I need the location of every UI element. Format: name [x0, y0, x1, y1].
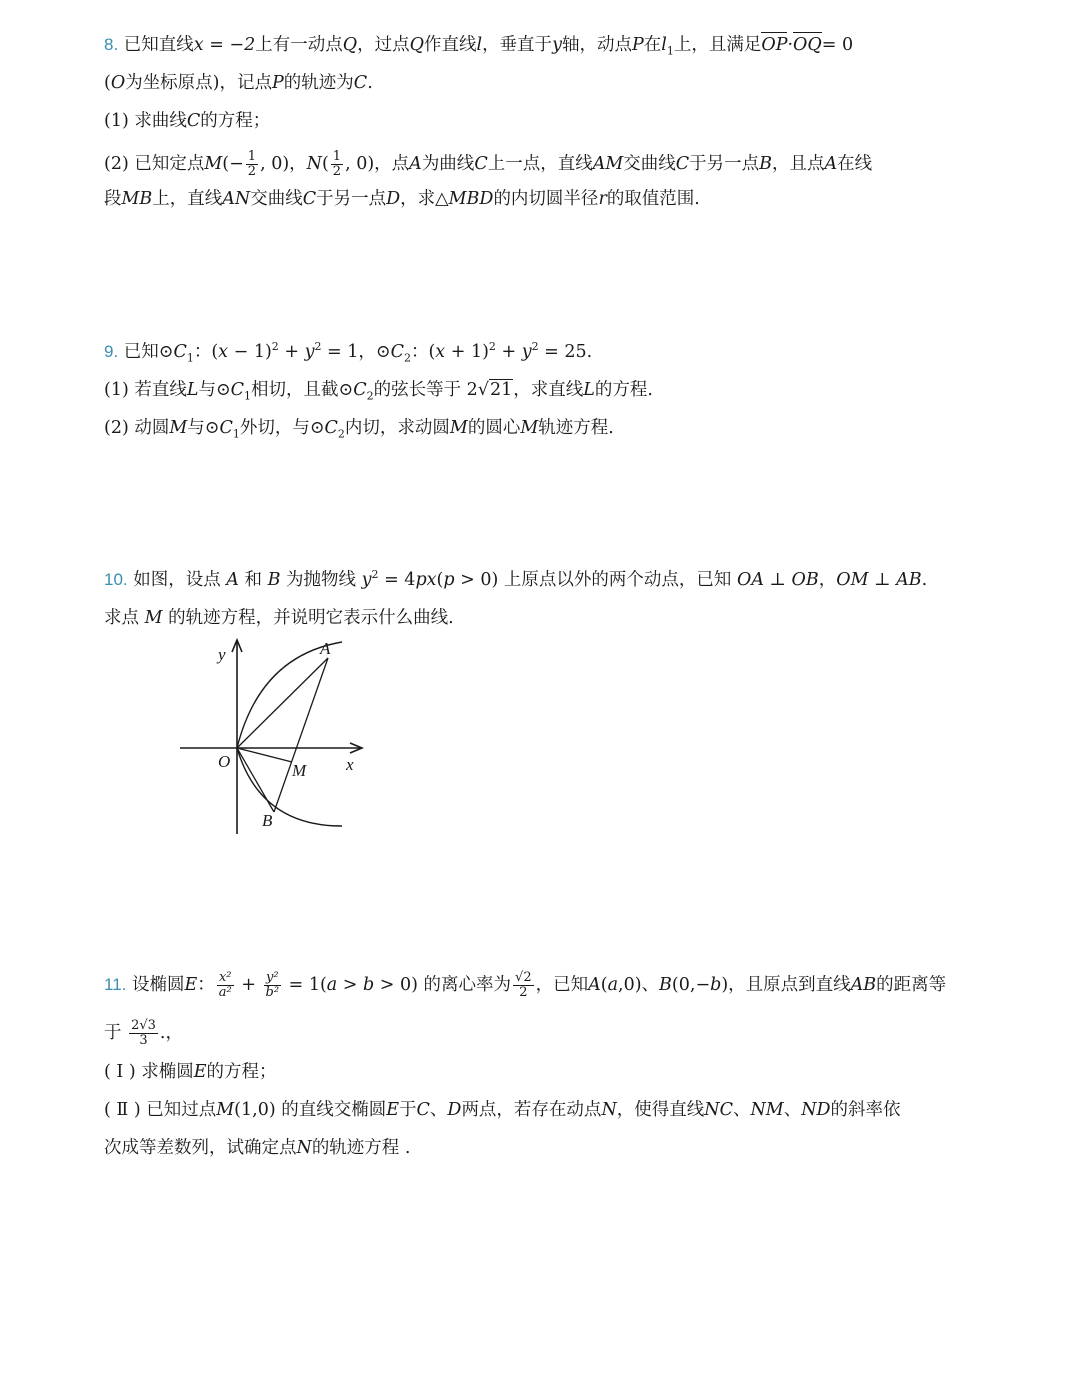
problem-11-part-2 — [104, 1099, 901, 1121]
problem-10-line-2 — [104, 607, 454, 629]
problem-8-line-2 — [104, 72, 373, 94]
math: N — [296, 1138, 312, 1158]
numerator: 2√3 — [131, 1018, 156, 1033]
text: .， — [159, 1023, 183, 1043]
text: 上一点，直线 — [487, 154, 593, 174]
problem-10-line-1 — [104, 569, 927, 591]
problem-number: 8. — [104, 35, 119, 54]
numerator: √2 — [515, 970, 532, 985]
math: l — [476, 35, 483, 55]
math: C — [675, 154, 690, 174]
denominator: 3 — [139, 1033, 148, 1048]
numerator: y² — [264, 971, 282, 986]
text: . — [921, 570, 928, 590]
fraction — [129, 1019, 158, 1048]
math: A — [409, 154, 422, 174]
math: C — [353, 73, 368, 93]
segment-ob — [237, 748, 274, 812]
math: C — [390, 342, 404, 362]
text: 上原点以外的两个动点，已知 — [503, 570, 732, 590]
math: L — [583, 380, 595, 400]
label-m: M — [292, 761, 307, 780]
fraction — [246, 150, 258, 179]
math: L — [186, 380, 199, 400]
text: > 0) — [454, 570, 499, 590]
text: ，求直线 — [513, 380, 584, 400]
text: 的轨迹方程，并说明它表示什么曲线. — [168, 608, 454, 628]
text: ( Ⅰ ) 求椭圆 — [104, 1062, 194, 1082]
math: N — [601, 1100, 617, 1120]
superscript: 2 — [531, 340, 539, 354]
math: B — [759, 154, 773, 174]
text: 内切，求动圆 — [344, 418, 450, 438]
text: 于 — [399, 1100, 417, 1120]
text: 轴，动点 — [561, 35, 632, 55]
denominator: 2 — [247, 164, 257, 179]
problem-9-part-1 — [104, 379, 653, 401]
text: 求点 — [104, 608, 139, 628]
problem-11-part-2-cont — [104, 1137, 410, 1159]
text: (1) 求曲线 — [104, 111, 187, 131]
text: ( Ⅱ ) 已知过点 — [104, 1100, 217, 1120]
text: 交曲线 — [623, 154, 676, 174]
math: b — [363, 975, 375, 995]
math: A — [824, 154, 838, 174]
problem-number: 11. — [104, 975, 127, 994]
math: M — [144, 608, 163, 628]
numerator: x² — [217, 971, 234, 986]
text: , 0)， — [260, 154, 307, 174]
subscript: 2 — [366, 389, 374, 403]
text: 的轨迹方程 . — [311, 1138, 411, 1158]
math: r — [598, 189, 607, 209]
text: ，且点 — [772, 154, 825, 174]
text: 如图，设点 — [133, 570, 221, 590]
denominator: 2 — [332, 164, 342, 179]
problem-8-part-2-cont — [104, 188, 700, 210]
math: y — [361, 570, 372, 590]
text: (2) 已知定点 — [104, 154, 205, 174]
math: M — [449, 418, 468, 438]
text: )，且原点到直线 — [721, 975, 851, 995]
text: 于 — [104, 1023, 122, 1043]
segment-om — [237, 748, 292, 762]
text: = 1，⊙ — [321, 342, 391, 362]
math: B — [267, 570, 281, 590]
text: 在线 — [837, 154, 873, 174]
text: 已知⊙ — [123, 342, 174, 362]
text: 交曲线 — [250, 189, 303, 209]
math: OA ⊥ OB — [736, 570, 819, 590]
problem-11-line-2 — [104, 1019, 183, 1048]
math: C — [186, 111, 201, 131]
math: C — [230, 380, 245, 400]
math: MB — [121, 189, 153, 209]
math: AN — [222, 189, 251, 209]
math: OM ⊥ AB — [836, 570, 922, 590]
numerator: 1 — [247, 149, 257, 164]
text: (1) 若直线 — [104, 380, 187, 400]
problem-number: 9. — [104, 342, 119, 361]
vector-op: OP — [761, 35, 788, 55]
fraction — [513, 971, 534, 1000]
text: = 25. — [538, 342, 593, 362]
subscript: 2 — [403, 351, 411, 365]
text: + — [495, 342, 522, 362]
text: 于另一点 — [316, 189, 387, 209]
subscript: 1 — [666, 44, 674, 58]
math: M — [520, 418, 539, 438]
superscript: 2 — [488, 340, 496, 354]
text: = 0 — [821, 35, 854, 55]
problem-number: 10. — [104, 570, 128, 589]
math: y — [552, 35, 562, 55]
text: 设椭圆 — [131, 975, 185, 995]
math: p — [443, 570, 455, 590]
math: px — [415, 570, 437, 590]
fraction — [264, 971, 282, 1000]
math: C — [324, 418, 338, 438]
text: ，已知 — [535, 975, 589, 995]
math: D — [447, 1100, 462, 1120]
vector-oq: OQ — [793, 35, 822, 55]
text: 在 — [643, 35, 662, 55]
text: ，垂直于 — [482, 35, 553, 55]
math: B — [659, 975, 672, 995]
text: ( — [436, 570, 444, 590]
math: A — [588, 975, 601, 995]
math: Q — [409, 35, 424, 55]
subscript: 1 — [232, 427, 240, 441]
text: = 1( — [283, 975, 327, 995]
text: ，使得直线 — [616, 1100, 705, 1120]
math: C — [173, 342, 187, 362]
math: NM — [750, 1100, 784, 1120]
text: 的方程； — [206, 1062, 277, 1082]
math: a — [607, 975, 619, 995]
math: C — [474, 154, 488, 174]
text: − 1) — [228, 342, 272, 362]
text: 上，且满足 — [673, 35, 762, 55]
math: Q — [342, 35, 358, 55]
problem-8-part-1 — [104, 110, 270, 132]
text: 已知直线 — [123, 35, 194, 55]
text: ：( — [410, 342, 436, 362]
math: A — [226, 570, 239, 590]
math: a — [326, 975, 338, 995]
text: (2) 动圆 — [104, 418, 170, 438]
text: (− — [222, 154, 244, 174]
text: 的斜率依 — [830, 1100, 901, 1120]
problem-9-line-1 — [104, 341, 592, 363]
text: 、 — [732, 1100, 751, 1120]
math: y — [521, 342, 532, 362]
text: + — [235, 975, 262, 995]
subscript: 1 — [186, 351, 194, 365]
math: E — [184, 975, 198, 995]
text: (1,0) 的直线交椭圆 — [234, 1100, 387, 1120]
problem-8-part-2 — [104, 150, 872, 179]
text: 为坐标原点)，记点 — [125, 73, 273, 93]
math: C — [302, 189, 317, 209]
text: ， — [818, 570, 837, 590]
text: ，过点 — [357, 35, 410, 55]
problem-11-part-1 — [104, 1061, 277, 1083]
text: + 1) — [445, 342, 489, 362]
text: 段 — [104, 189, 122, 209]
math: C — [416, 1100, 430, 1120]
text: 的方程. — [594, 380, 653, 400]
text: 为抛物线 — [286, 570, 357, 590]
text: > 0) 的离心率为 — [374, 975, 512, 995]
math: D — [386, 189, 401, 209]
text: 于另一点 — [689, 154, 760, 174]
math: M — [204, 154, 223, 174]
segment-oa — [237, 658, 328, 748]
denominator: 2 — [519, 985, 528, 1000]
math: M — [169, 418, 188, 438]
fraction — [217, 971, 234, 1000]
math: P — [631, 35, 644, 55]
math: AM — [592, 154, 624, 174]
text: 的距离等 — [876, 975, 947, 995]
text: 、 — [429, 1100, 448, 1120]
text: 次成等差数列，试确定点 — [104, 1138, 297, 1158]
math: x = −2 — [193, 35, 256, 55]
label-a: A — [320, 639, 331, 658]
sqrt: √21 — [477, 380, 513, 400]
problem-9-part-2 — [104, 417, 614, 439]
text: 的取值范围. — [606, 189, 700, 209]
text: 上，直线 — [152, 189, 223, 209]
dot: · — [787, 35, 794, 55]
text: ： — [197, 975, 215, 995]
parabola-figure — [170, 636, 380, 840]
numerator: 1 — [332, 149, 342, 164]
text: ( — [321, 154, 329, 174]
denominator: a² — [218, 985, 232, 1000]
superscript: 2 — [371, 568, 379, 582]
text: 为曲线 — [421, 154, 475, 174]
fraction — [331, 150, 343, 179]
text: ，求△ — [400, 189, 449, 209]
text: 外切，与⊙ — [239, 418, 325, 438]
math: MBD — [448, 189, 494, 209]
math: x — [218, 342, 229, 362]
subscript: 2 — [337, 427, 345, 441]
problem-8-line-1 — [104, 34, 853, 56]
math: N — [306, 154, 322, 174]
denominator: b² — [265, 985, 280, 1000]
math: C — [353, 380, 367, 400]
segment-ab — [274, 658, 328, 812]
text: 、 — [783, 1100, 802, 1120]
text: 与⊙ — [198, 380, 231, 400]
math: ND — [801, 1100, 831, 1120]
label-x: x — [346, 755, 354, 774]
subscript: 1 — [244, 389, 252, 403]
text: (0,− — [671, 975, 711, 995]
text: 两点，若存在动点 — [461, 1100, 602, 1120]
math: E — [386, 1100, 400, 1120]
math: NC — [704, 1100, 733, 1120]
label-y: y — [218, 645, 226, 664]
superscript: 2 — [271, 340, 279, 354]
text: , 0)，点 — [345, 154, 410, 174]
text: = 4 — [378, 570, 416, 590]
problem-11-line-1 — [104, 971, 946, 1000]
math: b — [710, 975, 722, 995]
label-b: B — [262, 811, 273, 830]
math: l — [661, 35, 667, 55]
text: 的弦长等于 2 — [373, 380, 478, 400]
math: C — [219, 418, 233, 438]
text: ,0)、 — [618, 975, 660, 995]
text: 相切，且截⊙ — [251, 380, 354, 400]
text: . — [367, 73, 373, 93]
text: ( — [600, 975, 608, 995]
label-o: O — [218, 752, 231, 771]
math: E — [193, 1062, 207, 1082]
math: P — [272, 73, 284, 93]
math: M — [216, 1100, 235, 1120]
text: 的内切圆半径 — [493, 189, 599, 209]
text: ：( — [193, 342, 219, 362]
text: 的圆心 — [467, 418, 521, 438]
parabola-curve — [237, 642, 342, 826]
text: 上有一动点 — [255, 35, 343, 55]
math: x — [435, 342, 446, 362]
text: 与⊙ — [187, 418, 220, 438]
math: AB — [850, 975, 877, 995]
text: 轨迹方程. — [538, 418, 614, 438]
superscript: 2 — [314, 340, 322, 354]
math: O — [110, 73, 126, 93]
math: y — [304, 342, 315, 362]
text: 的方程； — [200, 111, 271, 131]
text: + — [278, 342, 305, 362]
radicand: 21 — [489, 380, 513, 400]
text: ( — [104, 73, 111, 93]
text: 和 — [244, 570, 263, 590]
text: > — [337, 975, 364, 995]
text: 的轨迹为 — [283, 73, 354, 93]
text: 作直线 — [423, 35, 477, 55]
